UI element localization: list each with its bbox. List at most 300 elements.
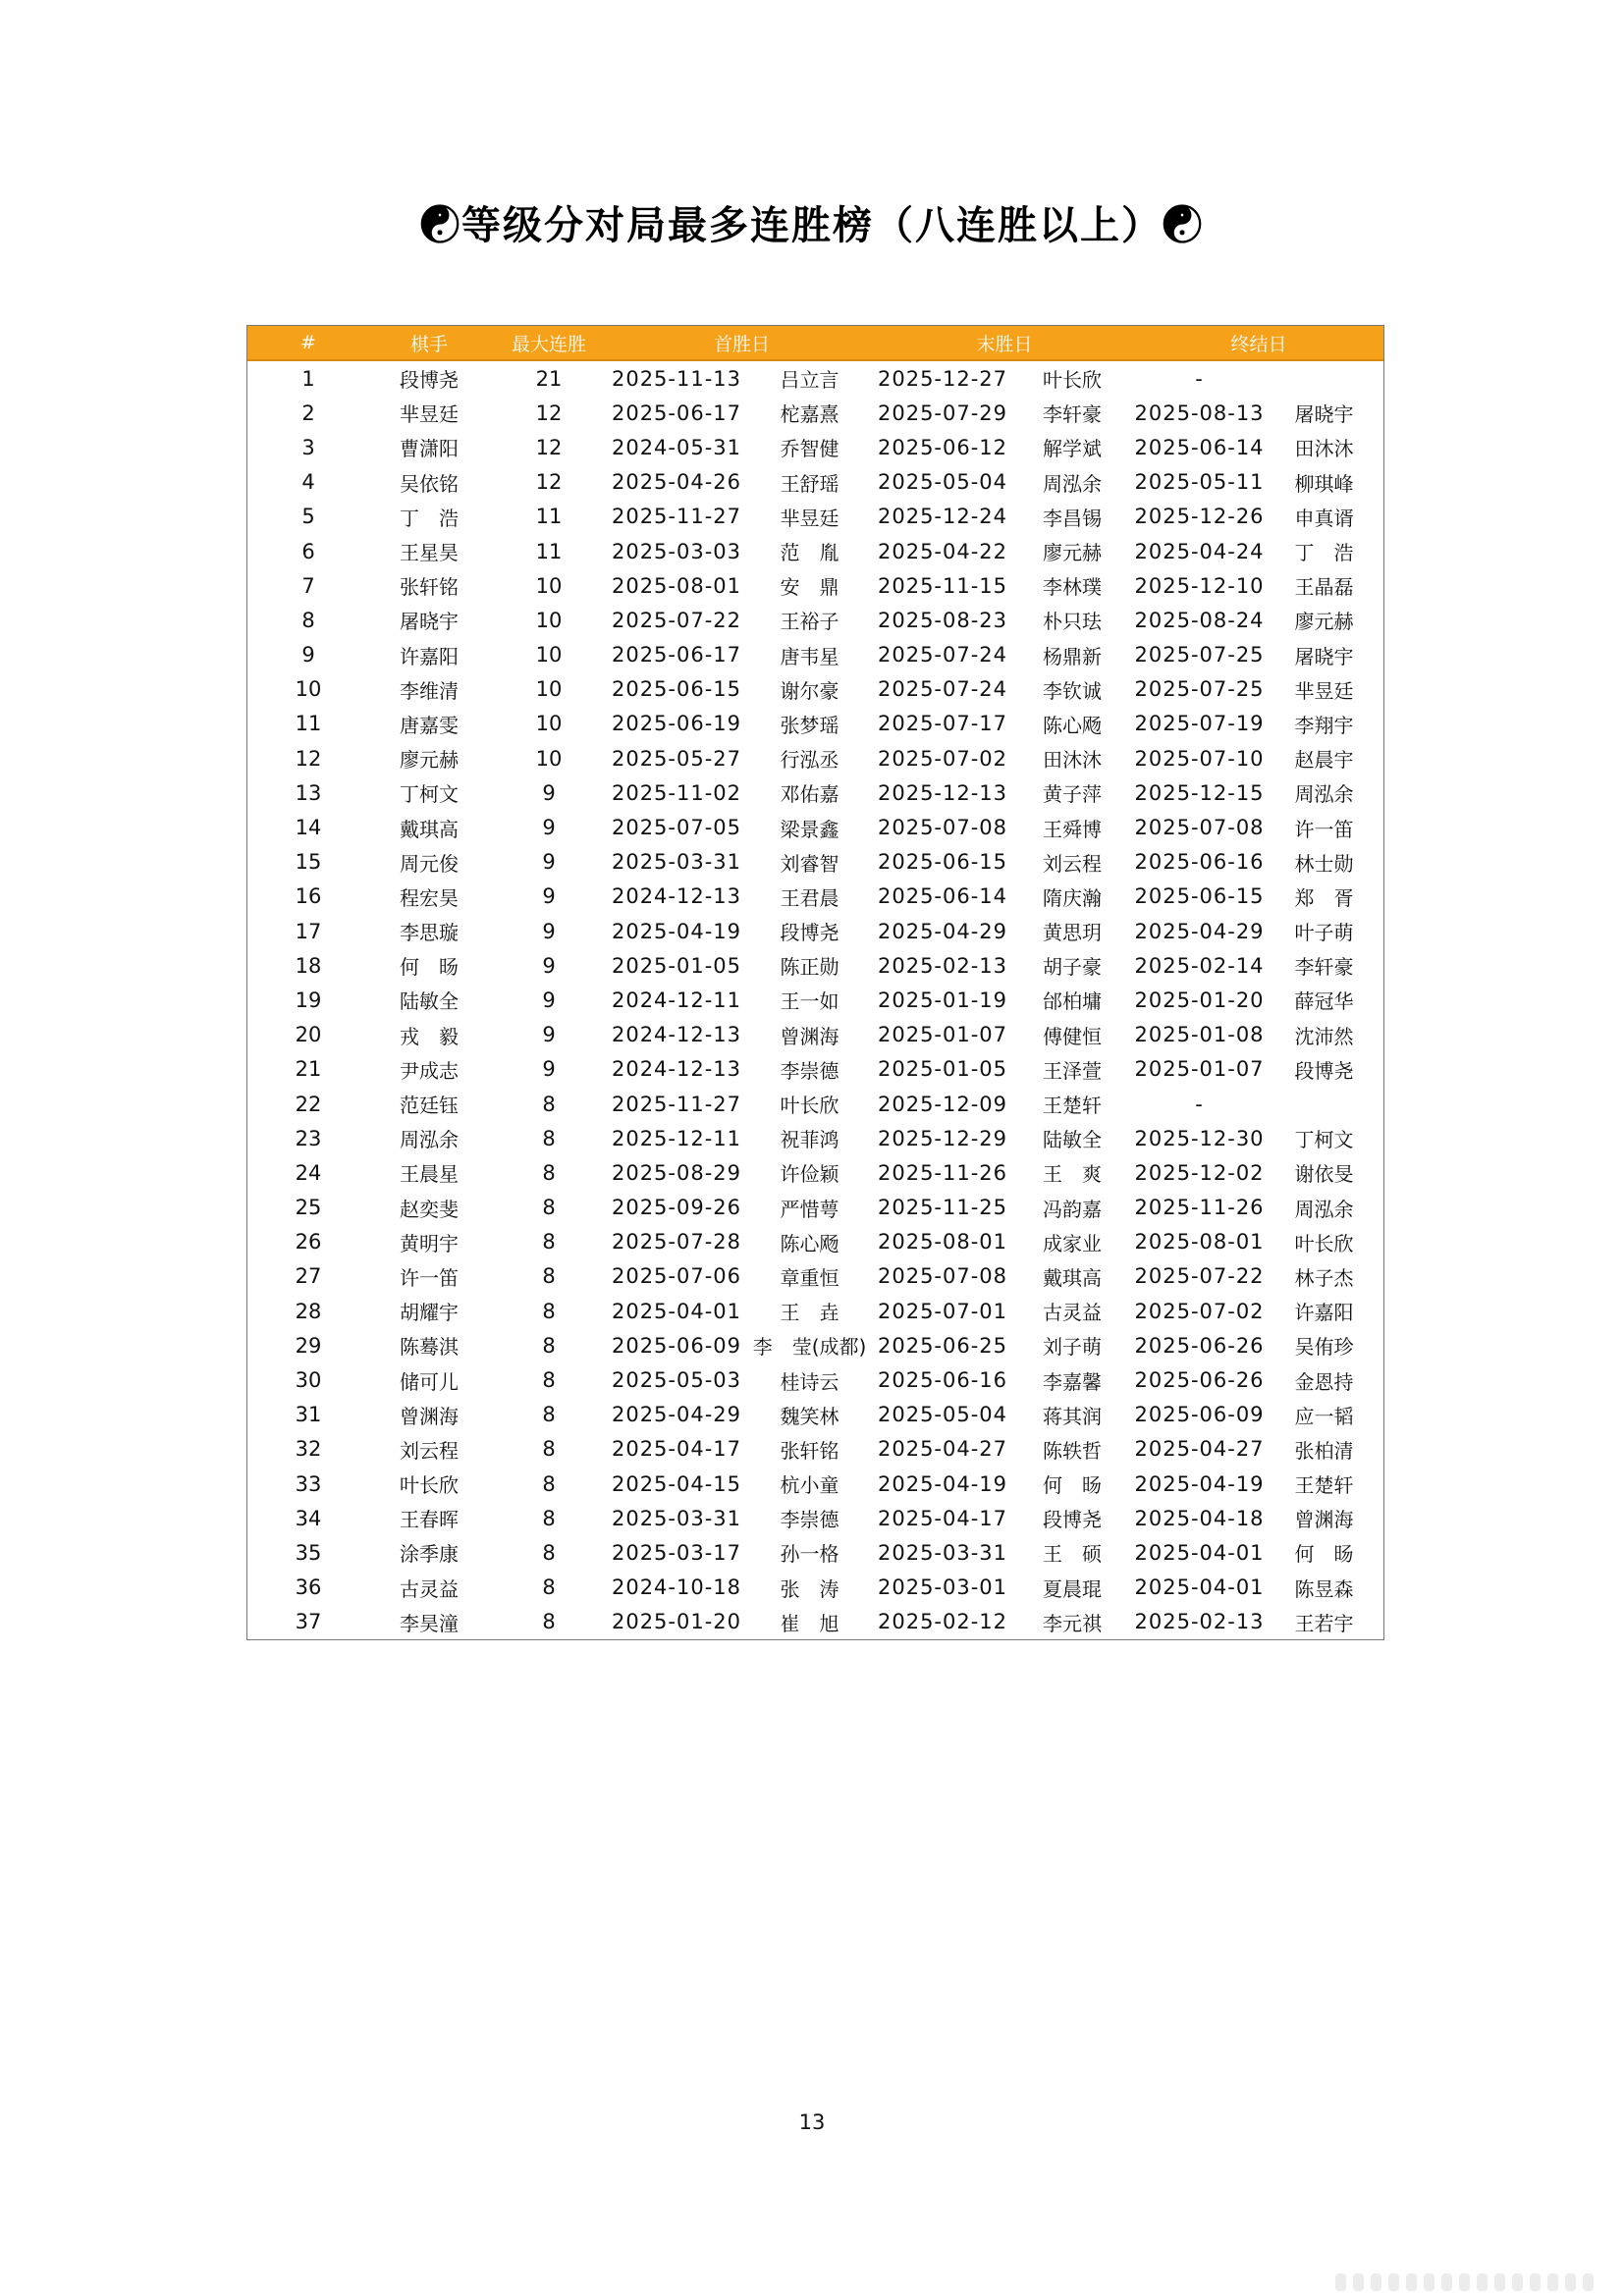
cell-first-win-date: 2025-01-05 <box>611 953 742 978</box>
cell-first-win-date: 2024-12-13 <box>611 1057 742 1082</box>
cell-first-win-opponent: 张梦瑶 <box>780 713 839 737</box>
cell-rank: 2 <box>301 400 315 425</box>
cell-end-date: 2025-01-20 <box>1134 988 1265 1012</box>
cell-player: 何 旸 <box>400 955 459 980</box>
cell-max-streak: 9 <box>542 919 556 943</box>
cell-end-date: 2025-07-08 <box>1134 816 1265 840</box>
scrollbar-tick <box>1565 2273 1576 2291</box>
table-row <box>247 360 1383 396</box>
cell-player: 陆敏全 <box>400 989 459 1014</box>
cell-first-win-date: 2025-07-28 <box>611 1230 742 1255</box>
horizontal-scrollbar[interactable] <box>1335 2273 1620 2291</box>
cell-player: 尹成志 <box>400 1058 459 1083</box>
cell-end-opponent: 金恩持 <box>1294 1369 1354 1394</box>
cell-end-opponent: 周泓余 <box>1294 1197 1354 1221</box>
cell-max-streak: 8 <box>542 1333 556 1358</box>
cell-max-streak: 8 <box>542 1264 556 1289</box>
cell-max-streak: 9 <box>542 953 556 978</box>
cell-first-win-opponent: 祝菲鸿 <box>780 1128 839 1152</box>
cell-end-date: 2025-04-27 <box>1134 1437 1265 1462</box>
table-row <box>247 1362 1383 1397</box>
cell-last-win-opponent: 成家业 <box>1043 1231 1103 1255</box>
scrollbar-tick <box>1353 2273 1364 2291</box>
cell-last-win-date: 2025-01-19 <box>877 988 1008 1012</box>
cell-player: 许一笛 <box>400 1265 459 1290</box>
cell-last-win-date: 2025-03-01 <box>877 1575 1008 1600</box>
cell-end-opponent: 赵晨宇 <box>1294 748 1354 773</box>
cell-end-opponent: 应一韬 <box>1294 1404 1354 1428</box>
cell-first-win-opponent: 李崇德 <box>780 1058 839 1083</box>
cell-player: 吴依铭 <box>400 471 459 496</box>
table-row <box>247 568 1383 603</box>
cell-end-date: 2025-11-26 <box>1134 1196 1265 1220</box>
table-row <box>247 1398 1383 1432</box>
cell-end-opponent: 周泓余 <box>1294 782 1354 807</box>
cell-last-win-date: 2025-04-29 <box>877 919 1008 943</box>
cell-max-streak: 9 <box>542 1023 556 1047</box>
cell-last-win-opponent: 古灵益 <box>1043 1301 1103 1325</box>
cell-last-win-date: 2025-04-17 <box>877 1506 1008 1530</box>
cell-first-win-date: 2025-07-22 <box>611 608 742 632</box>
cell-last-win-opponent: 邰柏墉 <box>1043 989 1103 1014</box>
cell-rank: 9 <box>301 643 315 667</box>
cell-end-date: - <box>1195 1092 1204 1116</box>
table-row <box>247 1467 1383 1501</box>
cell-end-date: 2025-06-09 <box>1134 1403 1265 1427</box>
cell-end-date: 2025-12-02 <box>1134 1160 1265 1185</box>
table-row <box>247 1121 1383 1155</box>
cell-last-win-date: 2025-12-24 <box>877 505 1008 529</box>
cell-player: 李昊潼 <box>400 1611 459 1635</box>
cell-end-opponent: 薛冠华 <box>1294 989 1354 1014</box>
cell-last-win-date: 2025-07-08 <box>877 816 1008 840</box>
cell-end-date: 2025-01-07 <box>1134 1057 1265 1082</box>
cell-last-win-opponent: 解学斌 <box>1043 437 1103 461</box>
cell-first-win-date: 2025-12-11 <box>611 1126 742 1150</box>
cell-end-date: 2025-04-01 <box>1134 1575 1265 1600</box>
cell-first-win-date: 2024-12-11 <box>611 988 742 1012</box>
table-row <box>247 1328 1383 1362</box>
cell-player: 芈昱廷 <box>400 402 459 427</box>
table-row <box>247 396 1383 430</box>
cell-first-win-opponent: 许俭颖 <box>780 1162 839 1187</box>
cell-end-date: 2025-04-24 <box>1134 539 1265 563</box>
cell-player: 黄明宇 <box>400 1231 459 1255</box>
cell-last-win-date: 2025-11-15 <box>877 573 1008 598</box>
cell-first-win-opponent: 唐韦星 <box>780 644 839 668</box>
cell-end-opponent: 何 旸 <box>1294 1542 1354 1567</box>
header-rank: # <box>247 326 369 360</box>
cell-max-streak: 9 <box>542 780 556 805</box>
cell-first-win-date: 2025-06-17 <box>611 643 742 667</box>
cell-first-win-opponent: 叶长欣 <box>780 1094 839 1118</box>
scrollbar-tick <box>1371 2273 1381 2291</box>
cell-rank: 17 <box>295 919 322 943</box>
cell-last-win-opponent: 蒋其润 <box>1043 1404 1103 1428</box>
cell-first-win-date: 2024-12-13 <box>611 1023 742 1047</box>
cell-last-win-date: 2025-08-23 <box>877 608 1008 632</box>
cell-end-date: 2025-08-24 <box>1134 608 1265 632</box>
cell-last-win-opponent: 刘云程 <box>1043 851 1103 876</box>
cell-first-win-opponent: 王裕子 <box>780 610 839 634</box>
table-row <box>247 1018 1383 1052</box>
cell-first-win-opponent: 张轩铭 <box>780 1438 839 1463</box>
cell-last-win-date: 2025-06-16 <box>877 1368 1008 1393</box>
cell-end-opponent: 叶子萌 <box>1294 921 1354 945</box>
cell-first-win-opponent: 陈心飏 <box>780 1231 839 1255</box>
cell-first-win-opponent: 行泓丞 <box>780 748 839 773</box>
cell-last-win-opponent: 杨鼎新 <box>1043 644 1103 668</box>
cell-player: 程宏昊 <box>400 885 459 910</box>
cell-first-win-date: 2025-04-19 <box>611 919 742 943</box>
table-row <box>247 1501 1383 1535</box>
cell-first-win-opponent: 李崇德 <box>780 1508 839 1532</box>
table-row <box>247 1432 1383 1467</box>
cell-end-opponent: 许嘉阳 <box>1294 1301 1354 1325</box>
cell-last-win-date: 2025-02-13 <box>877 953 1008 978</box>
cell-last-win-date: 2025-07-29 <box>877 400 1008 425</box>
cell-first-win-date: 2025-07-06 <box>611 1264 742 1289</box>
cell-end-opponent: 芈昱廷 <box>1294 678 1354 703</box>
cell-first-win-opponent: 魏笑林 <box>780 1404 839 1428</box>
cell-end-opponent: 谢依旻 <box>1294 1162 1354 1187</box>
cell-last-win-opponent: 冯韵嘉 <box>1043 1197 1103 1221</box>
table-row <box>247 948 1383 983</box>
cell-end-opponent: 柳琪峰 <box>1294 471 1354 496</box>
cell-rank: 1 <box>301 366 315 391</box>
cell-end-opponent: 屠晓宇 <box>1294 644 1354 668</box>
cell-last-win-date: 2025-11-26 <box>877 1160 1008 1185</box>
cell-first-win-date: 2025-08-29 <box>611 1160 742 1185</box>
cell-end-opponent: 李翔宇 <box>1294 713 1354 737</box>
cell-rank: 15 <box>295 850 322 875</box>
cell-rank: 21 <box>295 1057 322 1082</box>
cell-max-streak: 10 <box>535 677 563 702</box>
cell-first-win-date: 2025-01-20 <box>611 1610 742 1634</box>
cell-first-win-date: 2025-04-17 <box>611 1437 742 1462</box>
cell-rank: 22 <box>295 1092 322 1116</box>
cell-rank: 23 <box>295 1126 322 1150</box>
cell-rank: 30 <box>295 1368 322 1393</box>
cell-last-win-opponent: 傅健恒 <box>1043 1024 1103 1048</box>
cell-last-win-opponent: 夏晨琨 <box>1043 1576 1103 1601</box>
header-last-win-date: 末胜日 <box>875 326 1134 360</box>
cell-first-win-opponent: 桂诗云 <box>780 1369 839 1394</box>
cell-end-date: 2025-07-25 <box>1134 643 1265 667</box>
cell-player: 叶长欣 <box>400 1473 459 1498</box>
cell-end-date: 2025-08-13 <box>1134 400 1265 425</box>
header-max-streak: 最大连胜 <box>489 326 609 360</box>
cell-player: 范廷钰 <box>400 1094 459 1118</box>
scrollbar-tick <box>1494 2273 1505 2291</box>
cell-max-streak: 8 <box>542 1540 556 1565</box>
cell-max-streak: 9 <box>542 884 556 909</box>
cell-max-streak: 8 <box>542 1437 556 1462</box>
cell-end-date: 2025-07-02 <box>1134 1299 1265 1323</box>
cell-end-date: 2025-07-10 <box>1134 746 1265 771</box>
cell-last-win-date: 2025-12-29 <box>877 1126 1008 1150</box>
scrollbar-tick <box>1459 2273 1470 2291</box>
cell-rank: 26 <box>295 1230 322 1255</box>
cell-first-win-opponent: 柁嘉熹 <box>780 402 839 427</box>
cell-first-win-date: 2025-06-17 <box>611 400 742 425</box>
cell-end-opponent: 吴侑珍 <box>1294 1335 1354 1360</box>
table-row <box>247 1191 1383 1225</box>
cell-player: 刘云程 <box>400 1438 459 1463</box>
cell-max-streak: 9 <box>542 850 556 875</box>
cell-end-date: 2025-05-11 <box>1134 470 1265 495</box>
cell-first-win-opponent: 范 胤 <box>780 541 839 565</box>
cell-rank: 16 <box>295 884 322 909</box>
cell-end-opponent <box>1265 360 1383 396</box>
table-row <box>247 914 1383 948</box>
cell-rank: 8 <box>301 608 315 632</box>
cell-end-opponent <box>1265 1087 1383 1121</box>
cell-end-opponent: 段博尧 <box>1294 1058 1354 1083</box>
cell-first-win-opponent: 章重恒 <box>780 1265 839 1290</box>
cell-last-win-opponent: 段博尧 <box>1043 1508 1103 1532</box>
cell-first-win-date: 2024-12-13 <box>611 884 742 909</box>
cell-last-win-opponent: 黄思玥 <box>1043 921 1103 945</box>
cell-first-win-opponent: 芈昱廷 <box>780 506 839 530</box>
scrollbar-tick <box>1583 2273 1594 2291</box>
cell-last-win-date: 2025-07-24 <box>877 643 1008 667</box>
cell-player: 曾渊海 <box>400 1404 459 1428</box>
cell-last-win-opponent: 刘子萌 <box>1043 1335 1103 1360</box>
cell-last-win-date: 2025-01-05 <box>877 1057 1008 1082</box>
cell-rank: 7 <box>301 573 315 598</box>
cell-rank: 25 <box>295 1196 322 1220</box>
cell-max-streak: 8 <box>542 1126 556 1150</box>
cell-max-streak: 12 <box>535 470 563 495</box>
cell-player: 戴琪高 <box>400 817 459 841</box>
table-row <box>247 1535 1383 1570</box>
header-end-date: 终结日 <box>1134 326 1383 360</box>
cell-end-date: - <box>1195 366 1204 391</box>
cell-last-win-opponent: 王泽萱 <box>1043 1058 1103 1083</box>
cell-end-opponent: 王若宇 <box>1294 1611 1354 1635</box>
scrollbar-tick <box>1441 2273 1452 2291</box>
cell-end-date: 2025-04-29 <box>1134 919 1265 943</box>
cell-player: 段博尧 <box>400 368 459 393</box>
cell-player: 屠晓宇 <box>400 610 459 634</box>
cell-max-streak: 11 <box>535 505 563 529</box>
header-player: 棋手 <box>369 326 489 360</box>
cell-first-win-date: 2025-04-01 <box>611 1299 742 1323</box>
cell-first-win-date: 2024-10-18 <box>611 1575 742 1600</box>
cell-last-win-opponent: 廖元赫 <box>1043 541 1103 565</box>
cell-end-opponent: 曾渊海 <box>1294 1508 1354 1532</box>
cell-first-win-date: 2025-04-26 <box>611 470 742 495</box>
cell-rank: 28 <box>295 1299 322 1323</box>
table-row <box>247 603 1383 637</box>
cell-first-win-date: 2025-05-27 <box>611 746 742 771</box>
cell-end-date: 2025-06-15 <box>1134 884 1265 909</box>
cell-player: 王春晖 <box>400 1508 459 1532</box>
cell-end-date: 2025-07-19 <box>1134 712 1265 736</box>
cell-last-win-date: 2025-12-13 <box>877 780 1008 805</box>
cell-end-date: 2025-02-13 <box>1134 1610 1265 1634</box>
cell-player: 王星昊 <box>400 541 459 565</box>
cell-max-streak: 8 <box>542 1299 556 1323</box>
cell-last-win-date: 2025-07-17 <box>877 712 1008 736</box>
cell-end-opponent: 郑 胥 <box>1294 885 1354 910</box>
cell-first-win-opponent: 段博尧 <box>780 921 839 945</box>
table-row <box>247 672 1383 707</box>
cell-end-opponent: 叶长欣 <box>1294 1231 1354 1255</box>
cell-end-date: 2025-12-26 <box>1134 505 1265 529</box>
cell-end-opponent: 张柏清 <box>1294 1438 1354 1463</box>
cell-rank: 14 <box>295 816 322 840</box>
cell-first-win-opponent: 刘睿智 <box>780 851 839 876</box>
cell-first-win-date: 2025-11-27 <box>611 505 742 529</box>
cell-rank: 29 <box>295 1333 322 1358</box>
cell-first-win-opponent: 谢尔豪 <box>780 678 839 703</box>
cell-player: 周元俊 <box>400 851 459 876</box>
cell-last-win-date: 2025-05-04 <box>877 470 1008 495</box>
table-row <box>247 500 1383 534</box>
cell-max-streak: 8 <box>542 1230 556 1255</box>
table-body <box>247 360 1383 1639</box>
cell-rank: 33 <box>295 1471 322 1496</box>
cell-first-win-opponent: 王舒瑶 <box>780 471 839 496</box>
cell-first-win-date: 2025-06-09 <box>611 1333 742 1358</box>
cell-last-win-date: 2025-06-12 <box>877 435 1008 459</box>
cell-last-win-opponent: 李林璞 <box>1043 575 1103 600</box>
cell-player: 戎 毅 <box>400 1024 459 1048</box>
cell-max-streak: 21 <box>535 366 563 391</box>
cell-max-streak: 10 <box>535 643 563 667</box>
cell-player: 丁 浩 <box>400 506 459 530</box>
cell-player: 陈蓦淇 <box>400 1335 459 1360</box>
cell-max-streak: 9 <box>542 816 556 840</box>
cell-rank: 6 <box>301 539 315 563</box>
cell-player: 李思璇 <box>400 921 459 945</box>
cell-first-win-opponent: 乔智健 <box>780 437 839 461</box>
cell-first-win-opponent: 陈正勋 <box>780 955 839 980</box>
cell-end-date: 2025-12-10 <box>1134 573 1265 598</box>
cell-first-win-opponent: 曾渊海 <box>780 1024 839 1048</box>
cell-rank: 18 <box>295 953 322 978</box>
cell-end-opponent: 丁 浩 <box>1294 541 1354 565</box>
cell-rank: 31 <box>295 1403 322 1427</box>
cell-last-win-date: 2025-05-04 <box>877 1403 1008 1427</box>
cell-rank: 35 <box>295 1540 322 1565</box>
cell-last-win-opponent: 李轩豪 <box>1043 402 1103 427</box>
cell-player: 丁柯文 <box>400 782 459 807</box>
cell-last-win-opponent: 王 爽 <box>1043 1162 1103 1187</box>
cell-end-opponent: 丁柯文 <box>1294 1128 1354 1152</box>
cell-end-opponent: 沈沛然 <box>1294 1024 1354 1048</box>
cell-end-date: 2025-06-14 <box>1134 435 1265 459</box>
cell-end-date: 2025-06-26 <box>1134 1333 1265 1358</box>
cell-rank: 20 <box>295 1023 322 1047</box>
cell-last-win-opponent: 周泓余 <box>1043 471 1103 496</box>
table-row <box>247 430 1383 464</box>
cell-first-win-opponent: 张 涛 <box>780 1576 839 1601</box>
scrollbar-tick <box>1512 2273 1523 2291</box>
header-first-win-date: 首胜日 <box>609 326 875 360</box>
cell-player: 李维清 <box>400 678 459 703</box>
cell-rank: 10 <box>295 677 322 702</box>
cell-end-date: 2025-06-26 <box>1134 1368 1265 1393</box>
table-header-row <box>247 326 1383 360</box>
cell-first-win-date: 2024-05-31 <box>611 435 742 459</box>
cell-end-opponent: 李轩豪 <box>1294 955 1354 980</box>
cell-first-win-date: 2025-07-05 <box>611 816 742 840</box>
cell-last-win-date: 2025-02-12 <box>877 1610 1008 1634</box>
cell-end-date: 2025-02-14 <box>1134 953 1265 978</box>
cell-last-win-opponent: 陆敏全 <box>1043 1128 1103 1152</box>
cell-last-win-opponent: 王舜博 <box>1043 817 1103 841</box>
table-row <box>247 534 1383 568</box>
cell-max-streak: 8 <box>542 1368 556 1393</box>
scrollbar-tick <box>1406 2273 1417 2291</box>
cell-rank: 3 <box>301 435 315 459</box>
cell-end-opponent: 林士勋 <box>1294 851 1354 876</box>
cell-last-win-date: 2025-04-19 <box>877 1471 1008 1496</box>
table-row <box>247 1087 1383 1121</box>
cell-end-date: 2025-07-22 <box>1134 1264 1265 1289</box>
table-row <box>247 810 1383 844</box>
cell-end-opponent: 屠晓宇 <box>1294 402 1354 427</box>
cell-max-streak: 8 <box>542 1610 556 1634</box>
cell-max-streak: 11 <box>535 539 563 563</box>
cell-max-streak: 10 <box>535 573 563 598</box>
cell-first-win-opponent: 安 鼎 <box>780 575 839 600</box>
table-row <box>247 983 1383 1017</box>
cell-rank: 4 <box>301 470 315 495</box>
cell-first-win-date: 2025-03-31 <box>611 1506 742 1530</box>
cell-max-streak: 8 <box>542 1092 556 1116</box>
cell-rank: 13 <box>295 780 322 805</box>
cell-rank: 32 <box>295 1437 322 1462</box>
table-row <box>247 638 1383 672</box>
cell-last-win-opponent: 隋庆瀚 <box>1043 885 1103 910</box>
cell-last-win-opponent: 李嘉馨 <box>1043 1369 1103 1394</box>
cell-first-win-date: 2025-03-03 <box>611 539 742 563</box>
cell-player: 廖元赫 <box>400 748 459 773</box>
cell-first-win-opponent: 梁景鑫 <box>780 817 839 841</box>
cell-player: 唐嘉雯 <box>400 713 459 737</box>
cell-first-win-opponent: 王君晨 <box>780 885 839 910</box>
table-row <box>247 1605 1383 1639</box>
cell-last-win-opponent: 黄子萍 <box>1043 782 1103 807</box>
cell-end-opponent: 王楚轩 <box>1294 1473 1354 1498</box>
cell-last-win-date: 2025-06-25 <box>877 1333 1008 1358</box>
table-row <box>247 1571 1383 1605</box>
cell-last-win-date: 2025-07-08 <box>877 1264 1008 1289</box>
cell-max-streak: 12 <box>535 435 563 459</box>
cell-rank: 36 <box>295 1575 322 1600</box>
cell-last-win-date: 2025-12-09 <box>877 1092 1008 1116</box>
cell-rank: 37 <box>295 1610 322 1634</box>
scrollbar-tick <box>1335 2273 1346 2291</box>
page-title: ☯等级分对局最多连胜榜（八连胜以上）☯ <box>420 202 1204 248</box>
cell-end-opponent: 许一笛 <box>1294 817 1354 841</box>
cell-max-streak: 10 <box>535 746 563 771</box>
cell-rank: 34 <box>295 1506 322 1530</box>
cell-last-win-date: 2025-07-02 <box>877 746 1008 771</box>
cell-last-win-date: 2025-07-24 <box>877 677 1008 702</box>
cell-end-opponent: 田沐沐 <box>1294 437 1354 461</box>
cell-end-date: 2025-07-25 <box>1134 677 1265 702</box>
cell-rank: 19 <box>295 988 322 1012</box>
cell-max-streak: 8 <box>542 1403 556 1427</box>
cell-max-streak: 8 <box>542 1506 556 1530</box>
scrollbar-tick <box>1477 2273 1488 2291</box>
page-number: 13 <box>798 2110 826 2134</box>
